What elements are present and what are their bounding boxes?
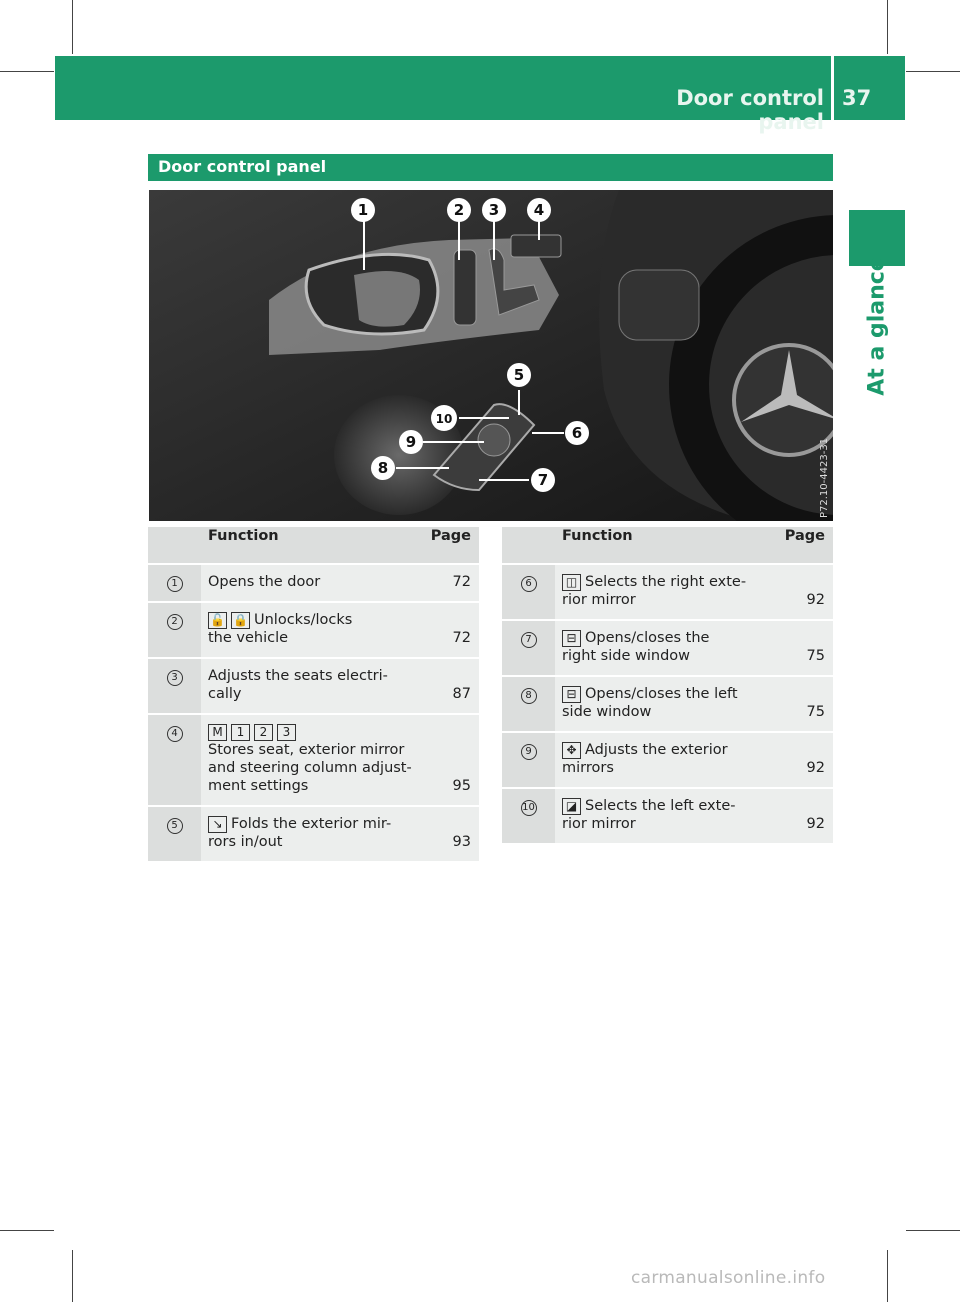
function-cell: [555, 564, 767, 620]
function-line: [208, 723, 413, 741]
function-text: Opens the door: [208, 574, 321, 590]
table-header-page: Page: [413, 527, 479, 564]
row-number: 1: [167, 576, 183, 592]
control-symbol-icon: 🔓: [208, 612, 227, 629]
crop-mark: [72, 0, 73, 54]
page-reference: 87: [413, 658, 479, 714]
page-reference: 75: [767, 620, 833, 676]
page-reference: 93: [413, 806, 479, 862]
page-reference: 75: [767, 676, 833, 732]
callout-label: 1: [357, 201, 369, 219]
crop-mark: [887, 1250, 888, 1302]
callout-label: 8: [377, 459, 389, 477]
function-line: [208, 833, 413, 851]
function-text: Adjusts the seats electri-: [208, 668, 388, 684]
table-row: [148, 658, 479, 714]
callout-label: 5: [513, 366, 525, 384]
function-line: [208, 685, 413, 703]
control-symbol-icon: 🔒: [231, 612, 250, 629]
function-cell: [201, 806, 413, 862]
table-header-number: [148, 527, 201, 564]
row-number: 3: [167, 670, 183, 686]
crop-mark: [0, 71, 54, 72]
callout-label: 9: [405, 433, 417, 451]
function-line: [562, 759, 767, 777]
table-header-function: Function: [201, 527, 413, 564]
table-row: [148, 564, 479, 602]
table-row: [502, 620, 833, 676]
callout-label: 4: [533, 201, 545, 219]
image-code: P72.10-4423-31: [819, 437, 830, 518]
function-line: [208, 741, 413, 759]
control-symbol-icon: 3: [277, 724, 296, 741]
function-cell: [201, 658, 413, 714]
control-symbol-icon: ↘: [208, 816, 227, 833]
callout-label: 6: [571, 424, 583, 442]
door-panel-illustration: [149, 190, 833, 521]
crop-mark: [887, 0, 888, 54]
row-number: 4: [167, 726, 183, 742]
function-text: Opens/closes the left: [585, 686, 738, 702]
function-text: right side window: [562, 648, 691, 664]
control-symbol-icon: ◪: [562, 798, 581, 815]
function-text: ment settings: [208, 778, 309, 794]
row-number: 8: [521, 688, 537, 704]
table-row: [502, 564, 833, 620]
function-cell: [201, 564, 413, 602]
function-text: Folds the exterior mir-: [231, 816, 392, 832]
function-cell: [555, 676, 767, 732]
row-number-cell: [502, 620, 555, 676]
function-cell: [201, 714, 413, 806]
row-number-cell: [502, 788, 555, 844]
row-number-cell: [502, 732, 555, 788]
function-text: Stores seat, exterior mirror: [208, 742, 405, 758]
crop-mark: [906, 1230, 960, 1231]
row-number: 7: [521, 632, 537, 648]
crop-mark: [72, 1250, 73, 1302]
table-header-function: Function: [555, 527, 767, 564]
function-text: rior mirror: [562, 592, 636, 608]
row-number-cell: [148, 564, 201, 602]
function-text: and steering column adjust-: [208, 760, 412, 776]
table-row: [148, 806, 479, 862]
function-line: [562, 685, 767, 703]
table-row: [148, 602, 479, 658]
callout-label: 7: [537, 471, 549, 489]
function-table-left: [148, 527, 479, 863]
function-line: [562, 797, 767, 815]
page-reference: 72: [413, 602, 479, 658]
function-cell: [555, 788, 767, 844]
function-line: [562, 703, 767, 721]
row-number-cell: [502, 676, 555, 732]
function-line: [208, 777, 413, 795]
page-header-title: Door control panel: [676, 86, 824, 134]
row-number-cell: [148, 714, 201, 806]
control-symbol-icon: 1: [231, 724, 250, 741]
door-panel-photo: [149, 190, 833, 521]
callout-label: 10: [435, 412, 453, 426]
section-title: Door control panel: [158, 157, 327, 176]
row-number-cell: [502, 564, 555, 620]
function-line: [208, 573, 413, 591]
function-cell: [555, 620, 767, 676]
control-symbol-icon: ✥: [562, 742, 581, 759]
page-reference: 72: [413, 564, 479, 602]
table-row: [502, 676, 833, 732]
function-text: Opens/closes the: [585, 630, 710, 646]
callout-label: 2: [453, 201, 465, 219]
page-reference: 92: [767, 788, 833, 844]
function-text: Unlocks/locks: [254, 612, 353, 628]
function-cell: [555, 732, 767, 788]
function-cell: [201, 602, 413, 658]
function-text: rior mirror: [562, 816, 636, 832]
control-symbol-icon: 2: [254, 724, 273, 741]
watermark: carmanualsonline.info: [631, 1268, 826, 1288]
row-number: 2: [167, 614, 183, 630]
chapter-label: At a glance: [864, 256, 890, 396]
function-table-right: [502, 527, 833, 845]
row-number: 10: [521, 800, 537, 816]
table-row: [502, 788, 833, 844]
function-line: [562, 591, 767, 609]
function-line: [562, 741, 767, 759]
function-text: the vehicle: [208, 630, 289, 646]
control-symbol-icon: ⊟: [562, 686, 581, 703]
page-reference: 95: [413, 714, 479, 806]
row-number: 6: [521, 576, 537, 592]
header-separator: [831, 56, 834, 120]
function-line: [562, 629, 767, 647]
function-line: [208, 629, 413, 647]
crop-mark: [906, 71, 960, 72]
function-text: cally: [208, 686, 242, 702]
table-row: [148, 714, 479, 806]
control-symbol-icon: ◫: [562, 574, 581, 591]
function-text: rors in/out: [208, 834, 283, 850]
page-number: 37: [842, 86, 872, 110]
function-line: [562, 647, 767, 665]
function-line: [208, 815, 413, 833]
table-header-number: [502, 527, 555, 564]
control-symbol-icon: ⊟: [562, 630, 581, 647]
page-reference: 92: [767, 732, 833, 788]
table-header-page: Page: [767, 527, 833, 564]
crop-mark: [0, 1230, 54, 1231]
row-number-cell: [148, 658, 201, 714]
function-text: side window: [562, 704, 652, 720]
row-number-cell: [148, 806, 201, 862]
function-text: mirrors: [562, 760, 614, 776]
function-text: Selects the left exte-: [585, 798, 736, 814]
function-line: [208, 611, 413, 629]
row-number: 9: [521, 744, 537, 760]
function-text: Adjusts the exterior: [585, 742, 728, 758]
function-line: [208, 667, 413, 685]
function-line: [562, 815, 767, 833]
control-symbol-icon: M: [208, 724, 227, 741]
table-row: [502, 732, 833, 788]
function-text: Selects the right exte-: [585, 574, 747, 590]
function-line: [208, 759, 413, 777]
row-number-cell: [148, 602, 201, 658]
row-number: 5: [167, 818, 183, 834]
callout-label: 3: [488, 201, 500, 219]
page-reference: 92: [767, 564, 833, 620]
function-line: [562, 573, 767, 591]
